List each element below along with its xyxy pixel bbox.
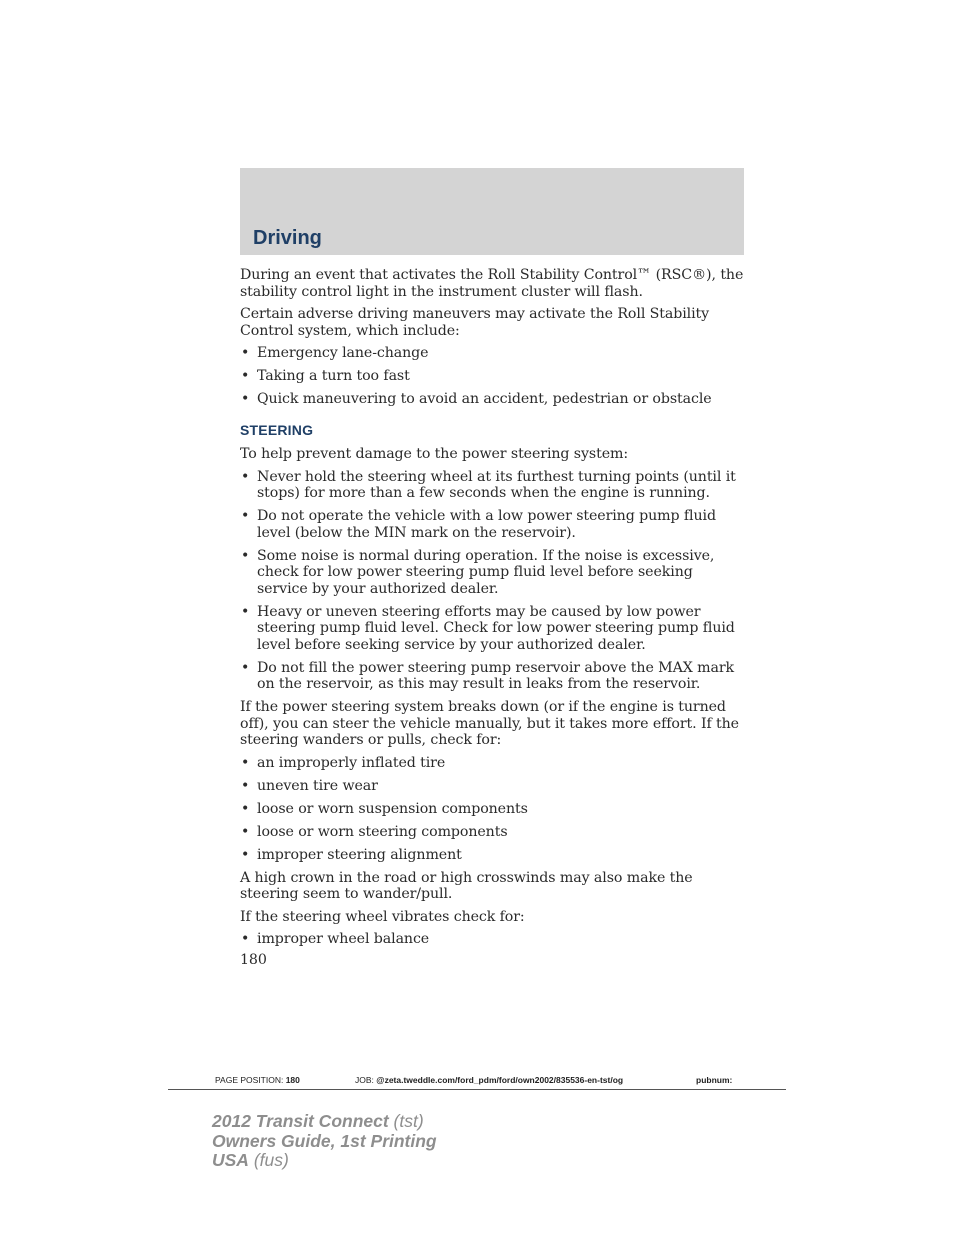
section-header-band [240,168,744,255]
job-label: JOB: [355,1075,374,1085]
page-position-value: 180 [285,1075,300,1085]
breakdown-paragraph: If the power steering system breaks down (or if the engine is turned off), you can steer the vehicle manually, but it takes more effort. If the steering wanders or pulls, check for: [240,699,739,748]
publication-market-code: (fus) [248,1150,289,1170]
list-item: • Some noise is normal during operation. If the noise is excessive, check for low power steering pump fluid level before seeking service by your authorized dealer. [240,548,744,598]
publication-edition: Owners Guide, 1st Printing [212,1130,437,1151]
list-item: • Taking a turn too fast [240,368,744,385]
page-position-label: PAGE POSITION: [215,1075,284,1085]
footer-divider [168,1089,786,1090]
list-item: • uneven tire wear [240,778,744,795]
job-value: @zeta.tweddle.com/ford_pdm/ford/own2002/835536-en-tst/og [376,1075,624,1085]
list-item: • Quick maneuvering to avoid an accident, pedestrian or obstacle [240,391,744,408]
list-item: • improper steering alignment [240,847,744,864]
vibration-paragraph: If the steering wheel vibrates check for: [240,908,525,925]
steering-heading: STEERING [240,421,314,438]
footer-job [355,1075,623,1085]
intro-paragraph: During an event that activates the Roll Stability Control™ (RSC®), the stability control light in the instrument cluster will flash. [240,267,744,300]
publication-code: (tst) [388,1111,424,1131]
section-title: Driving [253,227,322,249]
list-item: • Heavy or uneven steering efforts may be caused by low power steering pump fluid level. Check for low power steering pump fluid level before seeking service by your authorized dealer. [240,604,744,654]
steering-intro: To help prevent damage to the power steering system: [240,446,629,462]
publication-info [212,1112,437,1171]
publication-title: 2012 Transit Connect [212,1111,389,1131]
list-item: • loose or worn suspension components [240,801,744,818]
list-item: • Do not operate the vehicle with a low power steering pump fluid level (below the MIN mark on the reservoir). [240,508,744,541]
steering-precautions-list [240,469,744,693]
list-item: • Never hold the steering wheel at its furthest turning points (until it stops) for more than a few seconds when the engine is running. [240,469,744,502]
wander-causes-list [240,755,744,864]
list-item: • Emergency lane-change [240,345,744,362]
list-item: • an improperly inflated tire [240,755,744,772]
vibration-causes-list [240,931,744,948]
page-number: 180 [240,951,267,968]
page-content [240,267,744,968]
intro-paragraph: Certain adverse driving maneuvers may activate the Roll Stability Control system, which include: [240,306,710,339]
crown-paragraph: A high crown in the road or high crosswinds may also make the steering seem to wander/pull. [240,869,693,902]
list-item: • improper wheel balance [240,931,744,948]
rsc-maneuver-list [240,345,744,408]
pubnum-label: pubnum: [696,1075,733,1085]
footer-page-position [215,1075,300,1085]
list-item: • Do not fill the power steering pump reservoir above the MAX mark on the reservoir, as this may result in leaks from the reservoir. [240,660,744,693]
footer-pubnum [696,1075,732,1085]
list-item: • loose or worn steering components [240,824,744,841]
publication-market: USA [212,1150,249,1170]
